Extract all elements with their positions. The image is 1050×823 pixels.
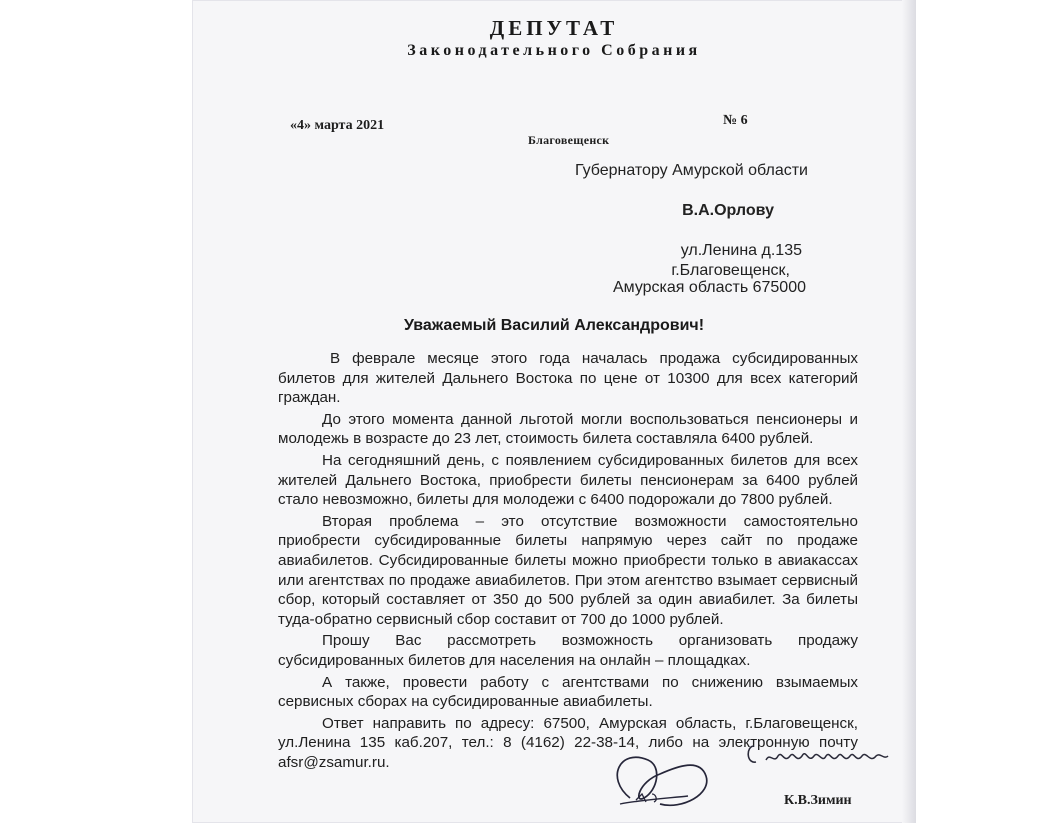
signature	[600, 738, 720, 818]
addressee-name: В.А.Орлову	[682, 202, 774, 219]
body-paragraph: На сегодняшний день, с появлением субсидированных билетов для всех жителей Дальнего Востока, приобрести билеты пенсионерам за 6400 рублей стало невозможно, билеты для молодежи с 6400 подорожали до 7800 рублей.	[278, 451, 858, 509]
letter-page	[192, 0, 916, 823]
signer-name: К.В.Зимин	[784, 793, 852, 808]
body-paragraph: А также, провести работу с агентствами по снижению взымаемых сервисных сборах на субсидированные авиабилеты.	[278, 673, 858, 711]
addressee-street: ул.Ленина д.135	[680, 242, 802, 259]
body-paragraph: В феврале месяце этого года началась продажа субсидированных билетов для жителей Дальнего Востока по цене от 10300 для всех категорий граждан.	[278, 350, 858, 407]
letterhead-title: ДЕПУТАТ	[489, 16, 619, 40]
regards-text	[752, 744, 758, 745]
letter-date: «4» марта 2021	[290, 118, 385, 133]
addressee-region: Амурская область 675000	[612, 279, 806, 296]
body-paragraph: Прошу Вас рассмотреть возможность организовать продажу субсидированных билетов для населения на онлайн – площадках.	[278, 632, 858, 669]
page-edge-shadow	[902, 0, 916, 823]
letter-city: Благовещенск	[528, 133, 610, 147]
salutation: Уважаемый Василий Александрович!	[403, 317, 705, 334]
handwritten-regards	[744, 734, 894, 774]
body-paragraph: Ответ направить по адресу: 67500, Амурская область, г.Благовещенск, ул.Ленина 135 каб.207, тел.: 8 (4162) 22-38-14, либо на электронную почту afsr@zsamur.ru.	[278, 714, 858, 771]
addressee-position: Губернатору Амурской области	[574, 162, 808, 179]
letter-number: № 6	[723, 113, 748, 128]
addressee-city: г.Благовещенск,	[671, 262, 790, 279]
letterhead-subtitle: Законодательного Собрания	[407, 42, 701, 59]
letter-body	[278, 349, 858, 774]
body-paragraph: До этого момента данной льготой могли воспользоваться пенсионеры и молодежь в возрасте до 23 лет, стоимость билета составляла 6400 рублей.	[278, 410, 858, 448]
body-paragraph: Вторая проблема – это отсутствие возможности самостоятельно приобрести субсидированные билеты напрямую через сайт по продаже авиабилетов. Субсидированные билеты можно приобрести только в авиакассах или агентствах по продаже авиабилетов. При этом агентство взымает сервисный сбор, который составляет от 350 до 500 рублей за один авиабилет. За билеты туда-обратно сервисный сбор составит от 700 до 1000 рублей.	[278, 512, 858, 628]
